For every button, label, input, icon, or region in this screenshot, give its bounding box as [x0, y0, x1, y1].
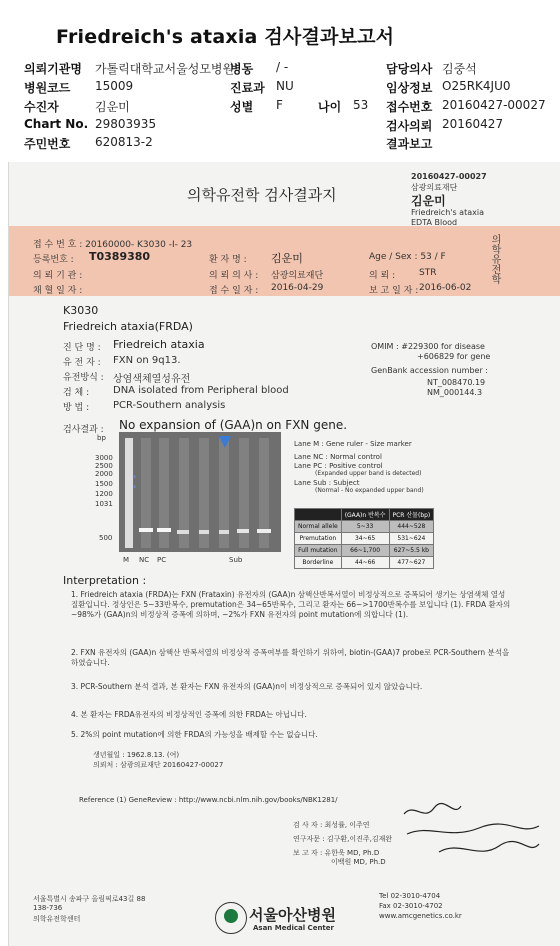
age-sex: Age / Sex : 53 / F: [369, 252, 446, 262]
detail-value-4: PCR-Southern analysis: [113, 400, 226, 411]
value-doctor: 김중석: [442, 62, 477, 76]
omim-0: OMIM : #229300 for disease: [371, 342, 485, 351]
interpretation-2: 2. FXN 유전자의 (GAA)n 삼핵산 반복서열의 비정상적 증폭여부를 확인하기 위하여, biotin-(GAA)7 probe로 PCR-Southern 분석을 하였습니다.: [71, 648, 510, 667]
result-label: 검사결과 :: [63, 425, 104, 435]
specimen-top: EDTA Blood: [411, 218, 458, 227]
value-receipt-no: 20160427-00027: [442, 98, 546, 112]
name-top: 김운미: [411, 194, 446, 208]
table-cell: Borderline: [295, 557, 342, 569]
legend-0: Lane M : Gene ruler - Size marker: [294, 440, 412, 448]
label-age: 나이: [318, 100, 342, 114]
arrow-down-icon: [219, 436, 231, 448]
value-ward: / -: [276, 60, 289, 74]
value-hospital-code: 15009: [95, 79, 134, 93]
receipt-no: 접 수 번 호 : 20160000- K3030 -I- 23: [33, 240, 193, 250]
page-title: Friedreich's ataxia 검사결과보고서: [56, 26, 395, 48]
gel-band: [237, 529, 249, 533]
gel-x-pc: PC: [157, 556, 167, 564]
asan-seal-logo: [215, 902, 247, 934]
label-resident-no: 주민번호: [24, 137, 71, 151]
label-chart-no: Chart No.: [24, 117, 89, 131]
reg-label: 등록번호 :: [33, 255, 74, 265]
table-cell: 5~33: [341, 521, 389, 533]
gel-y-3000: 3000: [95, 454, 113, 462]
test-name: Friedreich ataxia(FRDA): [63, 320, 193, 333]
reported-label: 보 고 일 자 :: [369, 286, 419, 296]
detail-label-3: 검 체 :: [63, 388, 90, 398]
legend-3: (Expanded upper band is detected): [315, 470, 422, 477]
gel-y-1500: 1500: [95, 480, 113, 488]
received-value: 2016-04-29: [271, 283, 324, 293]
omim-4: NM_000144.3: [427, 388, 483, 397]
table-cell: Premutation: [295, 533, 342, 545]
reported-value: 2016-06-02: [419, 283, 472, 293]
table-cell: 627~5.5 kb: [389, 545, 434, 557]
test-code: K3030: [63, 304, 99, 317]
reg-no: T0389380: [89, 250, 151, 263]
detail-value-1: FXN on 9q13.: [113, 355, 181, 366]
value-age: 53: [353, 98, 369, 112]
legend-4: Lane Sub : Subject: [294, 479, 360, 487]
interpretation-title: Interpretation :: [63, 574, 147, 587]
footer-address-0: 서울특별시 송파구 올림픽로43길 88: [33, 895, 146, 903]
gel-lane: [125, 438, 133, 548]
dob-line: 생년월일 : 1962.8.13. (여): [93, 751, 180, 759]
interpretation-3: 3. PCR-Southern 분석 결과, 본 환자는 FXN 유전자의 (GAA)n이 비정상적으로 증폭되어 있지 않았습니다.: [71, 682, 423, 691]
detail-label-4: 방 법 :: [63, 403, 90, 413]
value-chart-no: 29803935: [95, 117, 157, 131]
asan-logo-icon: [224, 909, 238, 923]
footer-address-1: 138-736: [33, 904, 63, 912]
label-institution: 의뢰기관명: [24, 62, 82, 76]
table-header: PCR 산물(bp): [389, 509, 434, 521]
signature-0: 검 사 자 : 최성률, 이주연: [293, 821, 370, 829]
omim-1: +606829 for gene: [417, 352, 491, 361]
table-cell: Normal allele: [295, 521, 342, 533]
value-sex: F: [276, 98, 283, 112]
report-header: [0, 0, 560, 162]
received-label: 접 수 일 자 :: [209, 286, 259, 296]
detail-value-3: DNA isolated from Peripheral blood: [113, 385, 289, 396]
value-patient: 김운미: [95, 100, 130, 114]
label-request-date: 검사의뢰: [386, 119, 433, 133]
contact-tel: Tel 02-3010-4704: [379, 892, 441, 900]
gel-band: [257, 529, 271, 533]
gel-y-2500: 2500: [95, 462, 113, 470]
table-cell: 44~66: [341, 557, 389, 569]
interpretation-1: 1. Friedreich ataxia (FRDA)는 FXN (Frataxin) 유전자의 (GAA)n 삼핵산반복서열이 비정상적으로 증폭되어 생기는 상염색체 열성 질환입니다. 정상인은 5~33반복수, premutation은 34~65반복수, 그리고 환자는 66~>1700반복수를 보입니다 (1). FRDA 환자의 ~98%가 (GAA)n의 비정상적 증폭에 의하며, ~2%가 FXN 유전자의 point mutation에 의합니다 (1).: [71, 590, 511, 619]
table-header: (GAA)n 반복수: [341, 509, 389, 521]
gel-band: [177, 530, 189, 534]
gel-band: [157, 528, 171, 532]
org-top: 삼광의료재단: [411, 183, 458, 192]
interpretation-4: 4. 본 환자는 FRDA유전자의 비정상적인 증폭에 의한 FRDA는 아닙니다.: [71, 710, 307, 719]
ward-label: 의 뢰 :: [369, 271, 396, 281]
gel-bp-label: bp: [97, 434, 106, 442]
table-header: [295, 509, 342, 521]
gel-band: [219, 530, 229, 534]
requester-label: 의 뢰 의 사 :: [209, 271, 259, 281]
value-request-date: 20160427: [442, 117, 504, 131]
signature-1: 연구자문 : 김구환,이진주,김재완: [293, 835, 393, 843]
hospital-name: 서울아산병원: [249, 906, 336, 924]
collected-label: 채 혈 일 자 :: [33, 286, 83, 296]
report-title: 의학유전학 검사결과지: [187, 186, 337, 204]
table-cell: 66~1,700: [341, 545, 389, 557]
detail-label-1: 유 전 자 :: [63, 358, 101, 368]
value-resident-no: 620813-2: [95, 135, 153, 149]
label-patient: 수진자: [24, 100, 59, 114]
gel-y-2000: 2000: [95, 470, 113, 478]
signature-3: 이백원 MD, Ph.D: [331, 858, 386, 866]
value-institution: 가톨릭대학교서울성모병원: [95, 62, 235, 76]
label-hospital-code: 병원코드: [24, 81, 71, 95]
label-doctor: 담당의사: [386, 62, 433, 76]
result-text: No expansion of (GAA)n on FXN gene.: [119, 418, 348, 432]
test-top: Friedreich's ataxia: [411, 208, 484, 217]
contact-web: www.amcgenetics.co.kr: [379, 912, 462, 920]
label-report-date: 결과보고: [386, 137, 433, 151]
gel-y-1031: 1031: [95, 500, 113, 508]
interpretation-5: 5. 2%의 point mutation에 의한 FRDA의 가능성을 배제할 수는 없습니다.: [71, 730, 318, 739]
detail-value-0: Friedreich ataxia: [113, 338, 205, 351]
label-receipt-no: 접수번호: [386, 100, 433, 114]
signature-2: 보 고 자 : 유한욱 MD, Ph.D: [293, 849, 380, 857]
table-cell: 477~627: [389, 557, 434, 569]
hospital-name-en: Asan Medical Center: [253, 924, 334, 932]
table-cell: Full mutation: [295, 545, 342, 557]
table-cell: 34~65: [341, 533, 389, 545]
ward-value: STR: [419, 268, 437, 278]
legend-5: (Normal - No expanded upper band): [315, 487, 424, 494]
patient-label: 환 자 명 :: [209, 255, 247, 265]
value-clinical-info: O25RK4JU0: [442, 79, 511, 93]
arrow-right-icon: ›: [133, 482, 137, 491]
gel-y-500: 500: [99, 534, 113, 542]
omim-3: NT_008470.19: [427, 378, 486, 387]
value-department: NU: [276, 79, 294, 93]
label-sex: 성별: [230, 100, 254, 114]
footer-address-2: 의학유전학센터: [33, 915, 81, 923]
gel-band: [139, 528, 153, 532]
omim-2: GenBank accession number :: [371, 366, 488, 375]
requester-line: 의뢰처 : 삼광의료재단 20160427-00027: [93, 761, 224, 769]
label-clinical-info: 임상정보: [386, 81, 433, 95]
institution-label: 의 뢰 기 관 :: [33, 271, 83, 281]
patient-name: 김운미: [271, 252, 303, 265]
legend-2: Lane PC : Positive control: [294, 462, 383, 470]
requester-value: 삼광의료재단: [271, 271, 324, 281]
repeat-table: [294, 508, 434, 569]
gel-x-sub: Sub: [229, 556, 243, 564]
label-ward: 병동: [230, 62, 254, 76]
arrow-right-icon: ›: [133, 472, 137, 481]
gel-x-nc: NC: [139, 556, 150, 564]
reference-line: Reference (1) GeneReview : http://www.ncbi.nlm.nih.gov/books/NBK1281/: [79, 796, 338, 804]
gel-image: [119, 432, 281, 552]
receipt-top: 20160427-00027: [411, 172, 487, 181]
table-cell: 531~624: [389, 533, 434, 545]
handwritten-signature: [399, 800, 549, 864]
contact-fax: Fax 02-3010-4702: [379, 902, 443, 910]
detail-label-2: 유전방식 :: [63, 373, 104, 383]
scanned-report: [8, 162, 560, 946]
gel-band: [199, 530, 209, 534]
detail-label-0: 진 단 명 :: [63, 343, 101, 353]
label-department: 진료과: [230, 81, 265, 95]
gel-y-1200: 1200: [95, 490, 113, 498]
legend-1: Lane NC : Normal control: [294, 453, 382, 461]
gel-x-m: M: [123, 556, 130, 564]
side-label: 의학유전학: [489, 234, 500, 284]
detail-value-2: 상염색체열성유전: [113, 374, 191, 385]
table-cell: 444~528: [389, 521, 434, 533]
